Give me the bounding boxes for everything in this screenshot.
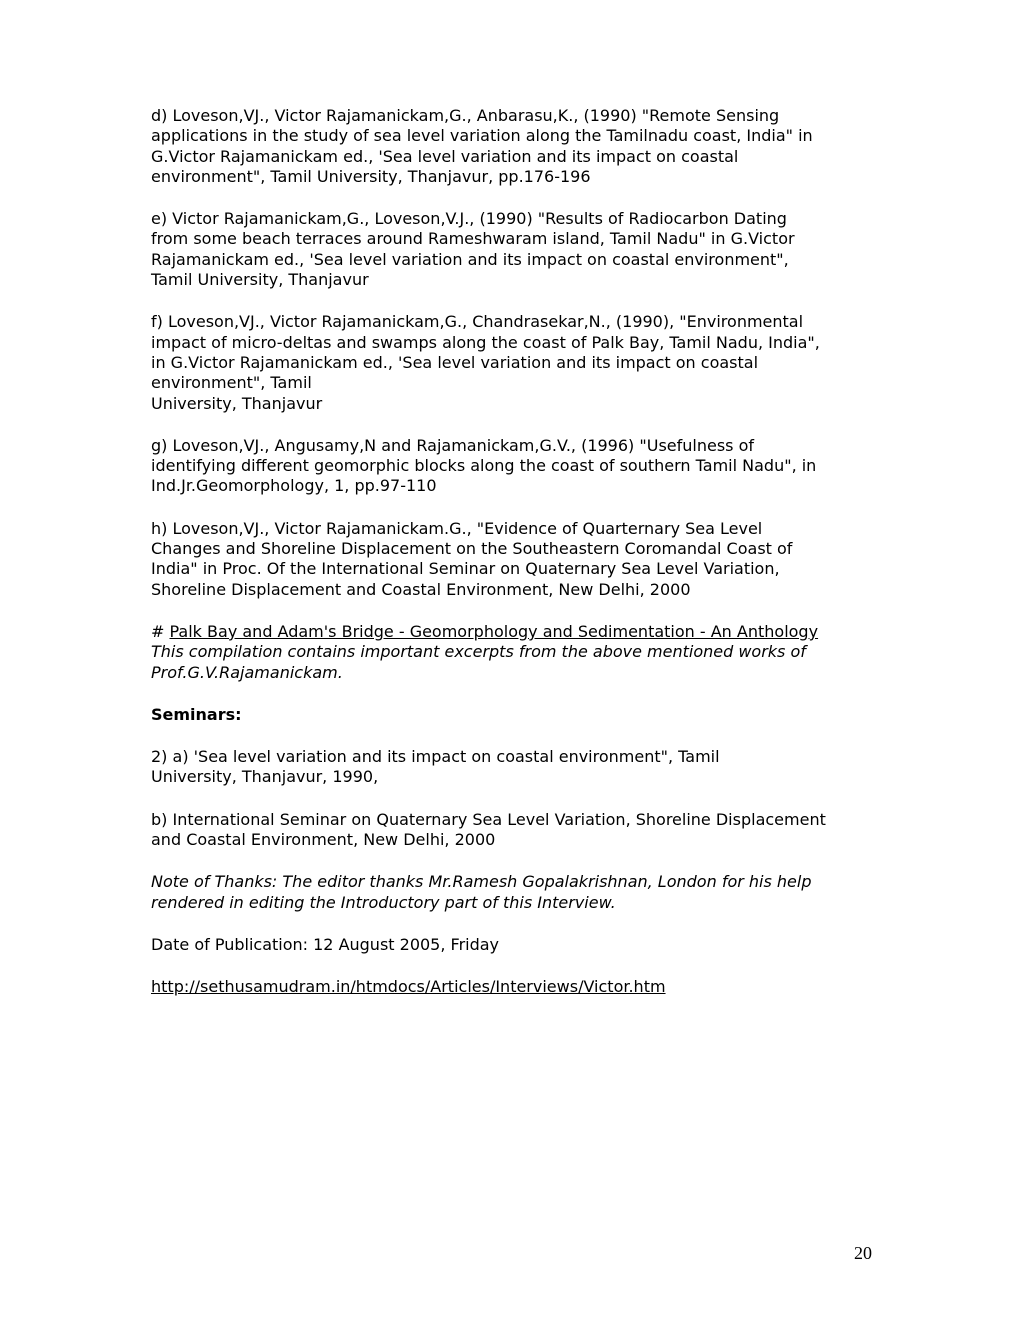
seminar-a-line: University, Thanjavur, 1990, (151, 767, 379, 787)
reference-d-line: d) Loveson,VJ., Victor Rajamanickam,G., Anbarasu,K., (1990) "Remote Sensing (151, 106, 780, 125)
reference-g (151, 436, 881, 497)
reference-g-line: g) Loveson,VJ., Angusamy,N and Rajamanickam,G.V., (1996) "Usefulness of (151, 435, 754, 455)
anthology-link[interactable]: Palk Bay and Adam's Bridge - Geomorphology and Sedimentation - An Anthology (169, 621, 819, 641)
reference-h-line: Shoreline Displacement and Coastal Environment, New Delhi, 2000 (151, 579, 691, 599)
reference-f-line: environment", Tamil (151, 373, 312, 393)
anthology-description-line: This compilation contains important excerpts from the above mentioned works of (151, 642, 806, 662)
document-body (151, 106, 881, 1020)
publication-date: Date of Publication: 12 August 2005, Friday (151, 934, 500, 954)
reference-e-line: Rajamanickam ed., 'Sea level variation and its impact on coastal environment", (151, 249, 789, 269)
note-of-thanks (151, 872, 881, 913)
seminars-heading: Seminars: (151, 704, 242, 724)
reference-h-line: India" in Proc. Of the International Seminar on Quaternary Sea Level Variation, (151, 559, 780, 579)
reference-d-line: applications in the study of sea level variation along the Tamilnadu coast, India" in (151, 126, 813, 146)
reference-d-line: environment", Tamil University, Thanjavur, pp.176-196 (151, 166, 591, 186)
page-number: 20 (854, 1243, 872, 1263)
reference-e-line: e) Victor Rajamanickam,G., Loveson,V.J., (1990) "Results of Radiocarbon Dating (151, 209, 787, 229)
anthology-title-line (151, 622, 881, 642)
source-url-link[interactable]: http://sethusamudram.in/htmdocs/Articles/Interviews/Victor.htm (151, 977, 666, 997)
seminar-b-line: b) International Seminar on Quaternary Sea Level Variation, Shoreline Displacement (151, 809, 826, 829)
seminar-a (151, 747, 881, 788)
seminar-b-line: and Coastal Environment, New Delhi, 2000 (151, 830, 496, 850)
reference-h-line: h) Loveson,VJ., Victor Rajamanickam.G., "Evidence of Quarternary Sea Level (151, 518, 763, 538)
anthology-note (151, 622, 881, 683)
reference-d-line: G.Victor Rajamanickam ed., 'Sea level variation and its impact on coastal (151, 146, 739, 166)
reference-f-line: in G.Victor Rajamanickam ed., 'Sea level variation and its impact on coastal (151, 352, 759, 372)
reference-e (151, 209, 881, 290)
reference-f-line: impact of micro-deltas and swamps along the coast of Palk Bay, Tamil Nadu, India", (151, 332, 820, 352)
reference-h (151, 519, 881, 600)
anthology-description-line: Prof.G.V.Rajamanickam. (151, 662, 343, 682)
seminar-a-line: 2) a) 'Sea level variation and its impact on coastal environment", Tamil (151, 747, 720, 767)
note-of-thanks-line: Note of Thanks: The editor thanks Mr.Ramesh Gopalakrishnan, London for his help (151, 872, 812, 892)
reference-e-line: Tamil University, Thanjavur (151, 270, 369, 290)
reference-h-line: Changes and Shoreline Displacement on the Southeastern Coromandal Coast of (151, 539, 793, 559)
note-of-thanks-line: rendered in editing the Introductory part of this Interview. (151, 892, 616, 912)
seminar-b (151, 810, 881, 851)
reference-f (151, 312, 881, 413)
reference-f-line: f) Loveson,VJ., Victor Rajamanickam,G., Chandrasekar,N., (1990), "Environmental (151, 312, 804, 332)
reference-g-line: Ind.Jr.Geomorphology, 1, pp.97-110 (151, 476, 437, 496)
source-url-paragraph (151, 977, 881, 997)
reference-g-line: identifying different geomorphic blocks along the coast of southern Tamil Nadu", in (151, 456, 817, 476)
reference-f-line: University, Thanjavur (151, 393, 323, 413)
reference-d (151, 106, 881, 187)
anthology-prefix: # (151, 621, 170, 641)
reference-e-line: from some beach terraces around Rameshwaram island, Tamil Nadu" in G.Victor (151, 229, 795, 249)
